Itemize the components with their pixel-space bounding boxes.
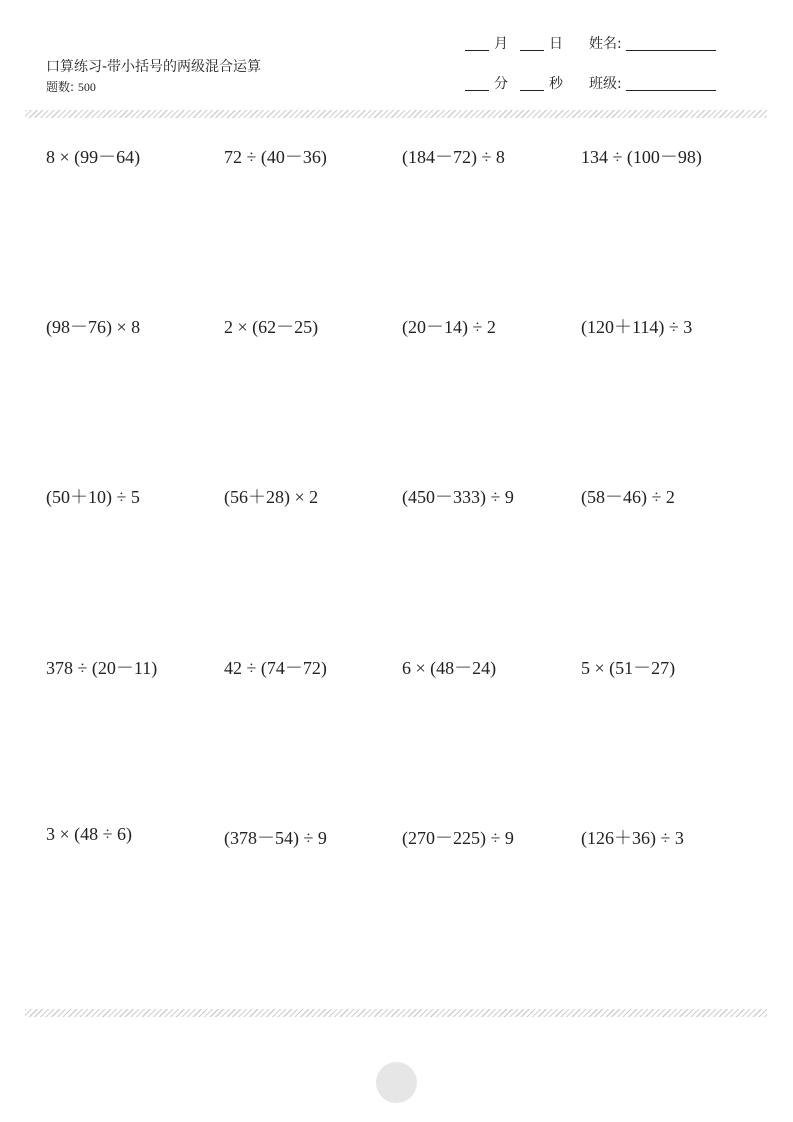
month-blank[interactable] (465, 36, 489, 51)
page-indicator (376, 1062, 417, 1103)
class-label: 班级: (589, 76, 622, 92)
problem-3: (184－72) ÷ 8 (402, 147, 505, 167)
class-blank[interactable] (626, 76, 716, 91)
class-field (589, 73, 716, 93)
problem-8: (120＋114) ÷ 3 (581, 317, 693, 337)
second-blank[interactable] (520, 76, 544, 91)
day-blank[interactable] (520, 36, 544, 51)
problem-count (46, 78, 96, 95)
top-divider (25, 110, 767, 118)
second-label: 秒 (549, 76, 563, 92)
day-label: 日 (549, 36, 563, 52)
name-label: 姓名: (589, 36, 622, 52)
date-fields (465, 33, 569, 53)
minute-label: 分 (494, 76, 508, 92)
month-label: 月 (494, 36, 508, 52)
problem-13: 378 ÷ (20－11) (46, 658, 158, 678)
worksheet-title: 口算练习-带小括号的两级混合运算 (46, 59, 262, 75)
bottom-divider (25, 1009, 767, 1017)
problem-12: (58－46) ÷ 2 (581, 487, 675, 507)
problem-10: (56＋28) × 2 (224, 487, 319, 507)
problem-20: (126＋36) ÷ 3 (581, 828, 684, 848)
problem-5: (98－76) × 8 (46, 317, 141, 337)
problem-2: 72 ÷ (40－36) (224, 147, 327, 167)
name-blank[interactable] (626, 36, 716, 51)
problem-6: 2 × (62－25) (224, 317, 319, 337)
count-label: 题数: (46, 80, 78, 94)
problem-18: (378－54) ÷ 9 (224, 828, 327, 848)
name-field (589, 33, 716, 53)
count-value: 500 (77, 80, 96, 94)
problem-14: 42 ÷ (74－72) (224, 658, 327, 678)
problem-19: (270－225) ÷ 9 (402, 828, 514, 848)
problem-9: (50＋10) ÷ 5 (46, 487, 140, 507)
problem-17: 3 × (48 ÷ 6) (46, 824, 133, 844)
problem-4: 134 ÷ (100－98) (581, 147, 702, 167)
time-fields (465, 73, 569, 93)
problem-7: (20－14) ÷ 2 (402, 317, 496, 337)
problem-11: (450－333) ÷ 9 (402, 487, 514, 507)
minute-blank[interactable] (465, 76, 489, 91)
problem-15: 6 × (48－24) (402, 658, 497, 678)
problem-16: 5 × (51－27) (581, 658, 676, 678)
problem-1: 8 × (99－64) (46, 147, 141, 167)
